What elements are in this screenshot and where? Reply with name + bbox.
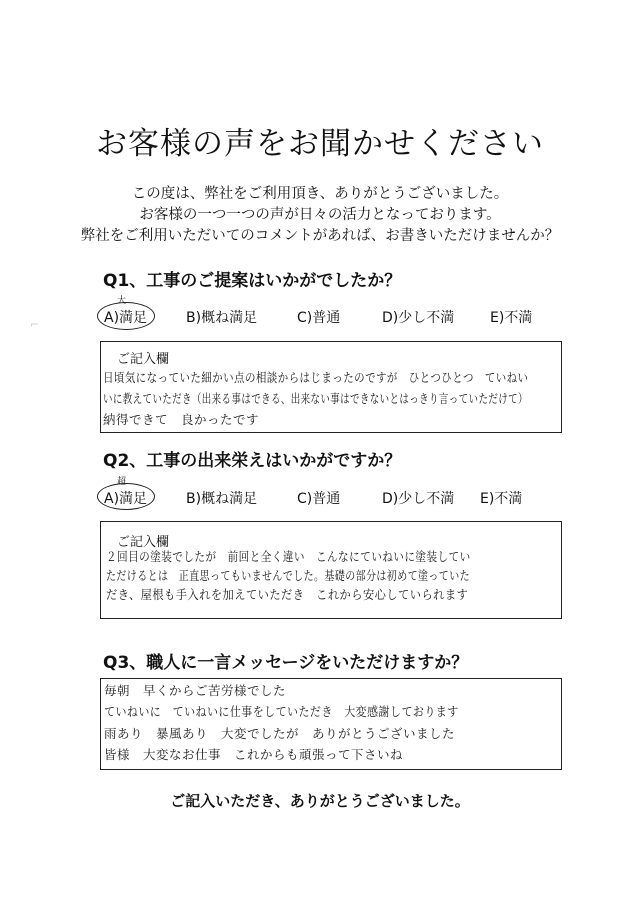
closing-message: ご記入いただき、ありがとうございました。 — [170, 792, 470, 810]
q2-comment-line-3: だき、屋根も手入れを加えていただき これから安心していられます — [106, 587, 469, 602]
q3-comment-line-4: 皆様 大変なお仕事 これからも頑張って下さいね — [104, 747, 404, 762]
q2-option-c[interactable]: C)普通 — [297, 491, 341, 507]
q2-question: Q2、工事の出来栄えはいかがですか？ — [103, 451, 402, 471]
q2-comment-line-1: ２回目の塗装でしたが 前回と全く違い こんなにていねいに塗装してい — [106, 549, 471, 564]
q2-option-d[interactable]: D)少し不満 — [382, 491, 455, 507]
q1-comment-line-1: 日頃気になっていた細かい点の相談からはじまったのですが ひとつひとつ ていねい — [103, 370, 529, 385]
q1-option-c[interactable]: C)普通 — [297, 310, 341, 326]
q3-comment-line-3: 雨あり 暴風あり 大変でしたが ありがとうございました — [104, 726, 456, 741]
q3-comment-line-1: 毎朝 早くからご苦労様でした — [104, 683, 287, 698]
q3-comment-line-2: ていねいに ていねいに仕事をしていただき 大変感謝しております — [104, 704, 459, 719]
q2-handwritten-annotation: 超 — [117, 477, 127, 487]
q3-question: Q3、職人に一言メッセージをいただけますか？ — [103, 653, 469, 673]
q2-comment-line-2: ただけるとは 正直思ってもいませんでした。基礎の部分は初めて塗っていた — [106, 568, 471, 583]
scan-mark: ⌐ — [30, 318, 40, 331]
q1-option-b[interactable]: B)概ね満足 — [186, 310, 258, 326]
q1-question: Q1、工事のご提案はいかがでしたか？ — [103, 271, 402, 291]
intro-line-3: 弊社をご利用いただいてのコメントがあれば、お書きいただけませんか？ — [80, 228, 560, 244]
q2-option-b[interactable]: B)概ね満足 — [186, 491, 258, 507]
q2-option-a[interactable]: A)満足 — [104, 491, 148, 507]
intro-line-1: この度は、弊社をご利用頂き、ありがとうございました。 — [131, 186, 509, 202]
q1-comment-line-2: いに教えていただき（出来る事はできる、出来ない事はできないとはっきり言っていただけて） — [103, 391, 528, 406]
q1-handwritten-annotation: 大 — [117, 296, 127, 306]
q1-option-e[interactable]: E)不満 — [490, 310, 533, 326]
q2-option-e[interactable]: E)不満 — [480, 491, 523, 507]
page-title: お客様の声をお聞かせください — [96, 126, 544, 162]
q1-comment-line-3: 納得できて 良かったです — [103, 412, 260, 427]
q2-box-label: ご記入欄 — [117, 535, 170, 550]
q1-box-label: ご記入欄 — [117, 352, 170, 367]
q1-option-d[interactable]: D)少し不満 — [382, 310, 455, 326]
intro-line-2: お客様の一つ一つの声が日々の活力となっております。 — [139, 207, 501, 223]
q1-option-a[interactable]: A)満足 — [104, 310, 148, 326]
